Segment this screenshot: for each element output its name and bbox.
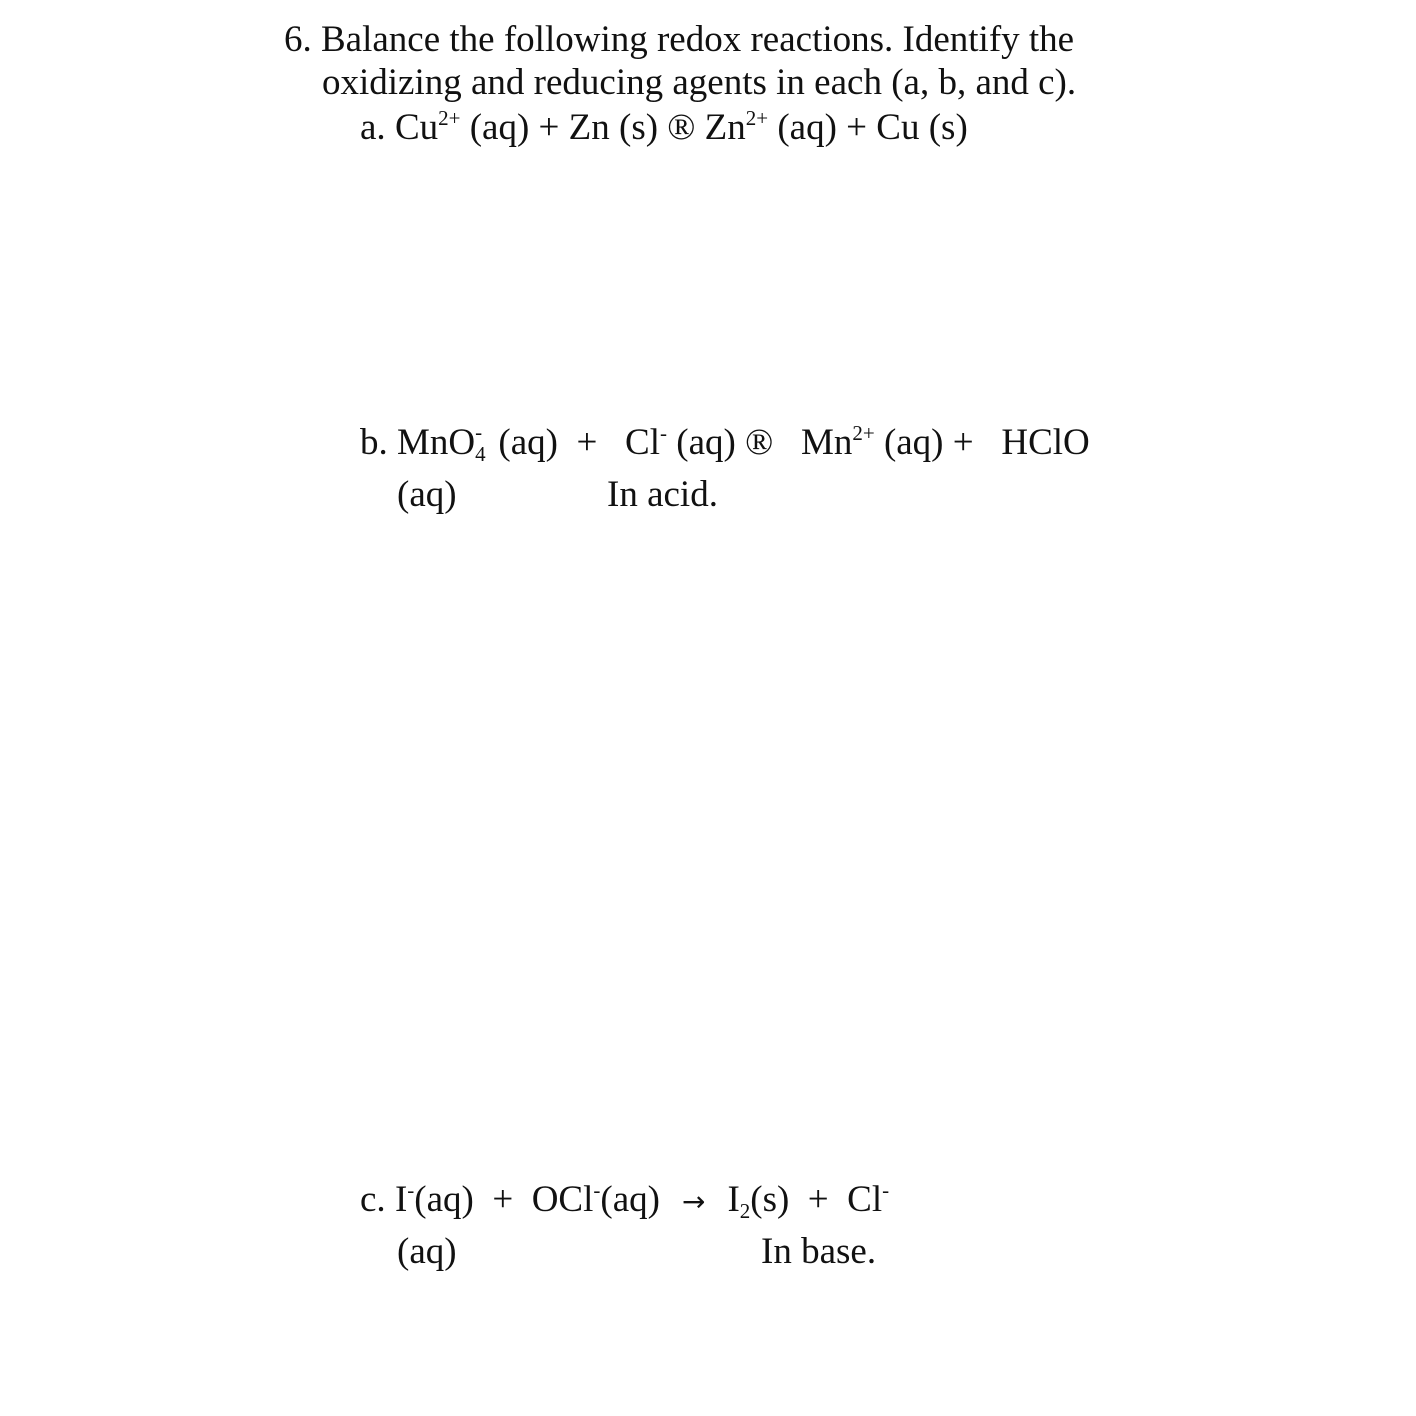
reaction-a-seg2: (aq) + Cu (s)	[768, 107, 968, 148]
reaction-b-mno-charge: -	[475, 420, 483, 444]
reaction-b-mno-sub: 4	[475, 442, 486, 466]
reaction-a-cu: Cu	[394, 107, 439, 148]
reaction-a-label: a.	[360, 107, 386, 148]
reaction-b	[360, 421, 1090, 465]
reaction-c-cl-charge: -	[882, 1178, 890, 1202]
reaction-c-cont: (aq)	[397, 1231, 457, 1272]
reaction-c-continuation	[397, 1230, 457, 1274]
reaction-a-cu-charge: 2+	[438, 106, 461, 130]
reaction-c-i: I	[394, 1179, 408, 1220]
reaction-a-zn-charge: 2+	[745, 106, 769, 130]
reaction-b-continuation	[397, 473, 457, 517]
reaction-c-seg1: (aq) + OCl	[414, 1179, 594, 1220]
reaction-b-seg1: (aq) + Cl	[489, 422, 661, 463]
reaction-arrow-icon: →	[681, 1185, 706, 1218]
reaction-b-mno: MnO	[397, 422, 476, 463]
reaction-c-label: c.	[360, 1179, 386, 1220]
reaction-b-seg3: (aq) + HClO	[874, 422, 1090, 463]
question-text-2: oxidizing and reducing agents in each (a, b, and c).	[322, 62, 1077, 103]
question-line-2	[322, 61, 1076, 105]
reaction-c-ocl-charge: -	[593, 1178, 601, 1202]
reaction-b-seg2: (aq) ® Mn	[667, 422, 853, 463]
reaction-b-condition-line	[607, 473, 718, 517]
question-line-1	[284, 18, 1074, 62]
reaction-c-i2: I	[727, 1179, 740, 1220]
reaction-b-cont: (aq)	[397, 474, 457, 515]
reaction-c-seg3: (s) + Cl	[750, 1179, 883, 1220]
reaction-c	[360, 1178, 889, 1224]
reaction-c-i2-sub: 2	[739, 1199, 751, 1223]
reaction-b-mn-charge: 2+	[852, 421, 875, 445]
reaction-c-condition-line	[761, 1230, 876, 1274]
reaction-c-i-charge: -	[407, 1178, 415, 1202]
question-text-1: 6. Balance the following redox reactions. Identify the	[284, 19, 1075, 60]
reaction-c-condition: In base.	[761, 1231, 877, 1272]
reaction-b-label: b.	[360, 422, 388, 463]
reaction-a	[360, 106, 968, 150]
reaction-b-mno-scripts	[475, 420, 489, 466]
reaction-c-seg2: (aq)	[600, 1179, 660, 1220]
reaction-b-condition: In acid.	[607, 474, 718, 515]
reaction-b-cl-charge: -	[660, 421, 668, 445]
reaction-a-seg1: (aq) + Zn (s) ® Zn	[460, 107, 746, 148]
